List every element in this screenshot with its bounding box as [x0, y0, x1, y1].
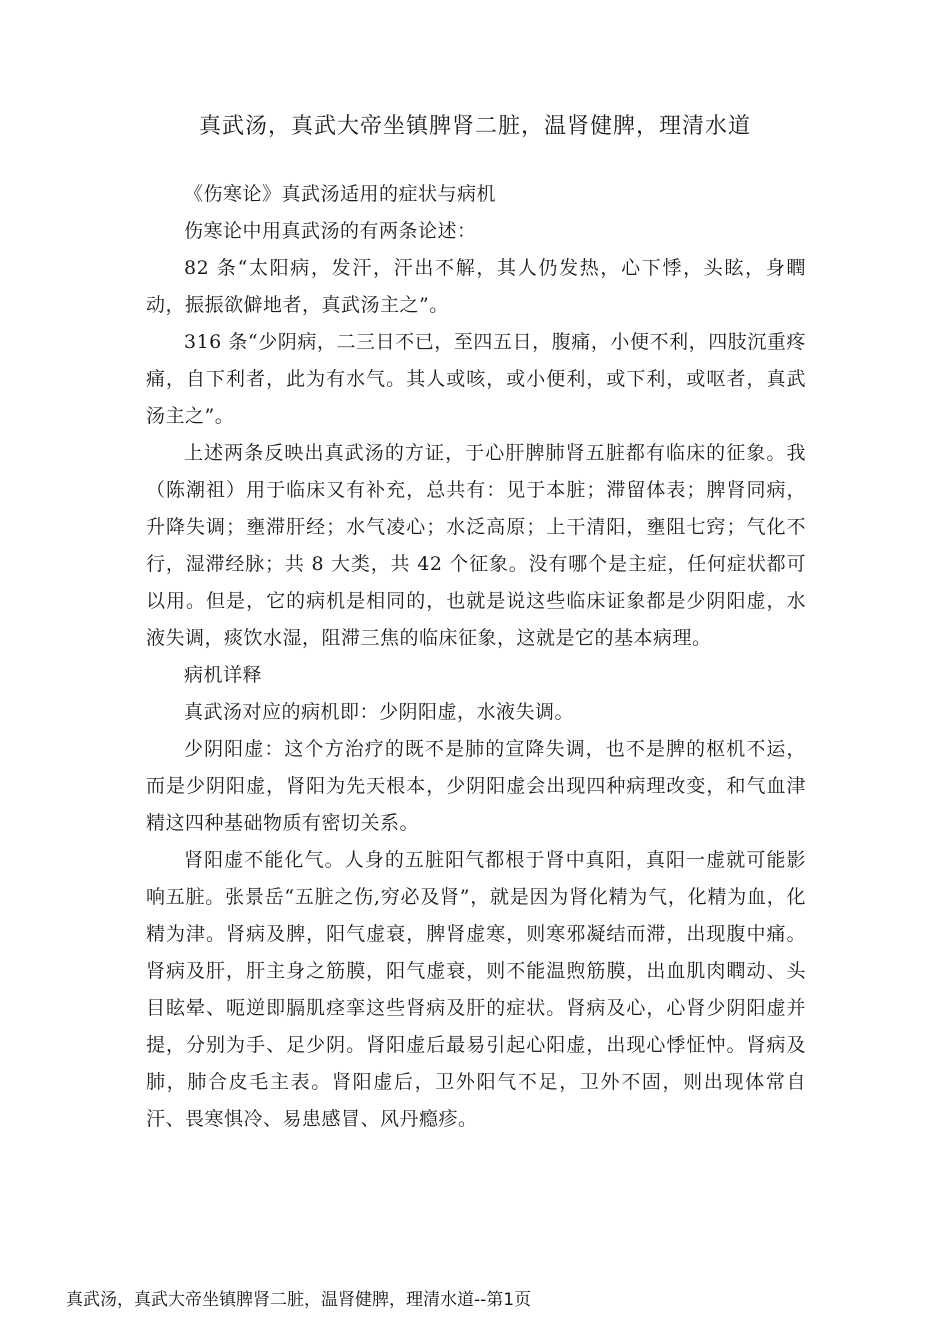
paragraph-clinical-signs: 上述两条反映出真武汤的方证，于心肝脾肺肾五脏都有临床的征象。我（陈潮祖）用于临床又有补充，总共有：见于本脏；滞留体表；脾肾同病，升降失调；壅滞肝经；水气凌心；水泛高原；上干清阳，壅阻七窍；气化不行，湿滞经脉；共 8 大类，共 42 个征象。没有哪个是主症，任何症状都可以用。但是，它的病机是相同的，也就是说这些临床证象都是少阴阳虚，水液失调，痰饮水湿，阻滞三焦的临床征象，这就是它的基本病理。 — [146, 442, 806, 649]
paragraph-kidney-yang-qi: 肾阳虚不能化气。人身的五脏阳气都根于肾中真阳，真阳一虚就可能影响五脏。张景岳“五脏之伤,穷必及肾”，就是因为肾化精为气，化精为血，化精为津。肾病及脾，阳气虚衰，脾肾虚寒，则寒邪凝结而滞，出现腹中痛。肾病及肝，肝主身之筋膜，阳气虚衰，则不能温煦筋膜，出血肌肉瞤动、头目眩晕、呃逆即膈肌痉挛这些肾病及肝的症状。肾病及心，心肾少阴阳虚并提，分别为手、足少阴。肾阳虚后最易引起心阳虚，出现心悸怔忡。肾病及肺，肺合皮毛主表。肾阳虚后，卫外阳气不足，卫外不固，则出现体常自汗、畏寒惧冷、易患感冒、风丹瘾疹。 — [146, 849, 806, 1130]
document-title: 真武汤，真武大帝坐镇脾肾二脏，温肾健脾，理清水道 — [198, 114, 751, 139]
section-heading-pathogenesis: 病机详释 — [184, 664, 263, 686]
paragraph-shaoyin-yang-deficiency: 少阴阳虚：这个方治疗的既不是肺的宣降失调，也不是脾的枢机不运，而是少阴阳虚，肾阳为先天根本，少阴阳虚会出现四种病理改变，和气血津精这四种基础物质有密切关系。 — [146, 738, 806, 834]
paragraph-pathogenesis-summary: 真武汤对应的病机即：少阴阳虚，水液失调。 — [184, 701, 575, 723]
paragraph-article-82: 82 条“太阳病，发汗，汗出不解，其人仍发热，心下悸，头眩，身瞤动，振振欲僻地者，真武汤主之”。 — [146, 257, 806, 316]
page-footer: 真武汤，真武大帝坐镇脾肾二脏，温肾健脾，理清水道--第1页 — [66, 1290, 532, 1310]
section-heading-symptoms: 《伤寒论》真武汤适用的症状与病机 — [184, 183, 497, 205]
paragraph-article-316: 316 条“少阴病，二三日不已，至四五日，腹痛，小便不利，四肢沉重疼痛，自下利者，此为有水气。其人或咳，或小便利，或下利，或呕者，真武汤主之”。 — [146, 331, 806, 427]
document-body — [146, 176, 806, 1138]
paragraph-intro: 伤寒论中用真武汤的有两条论述： — [184, 220, 477, 242]
